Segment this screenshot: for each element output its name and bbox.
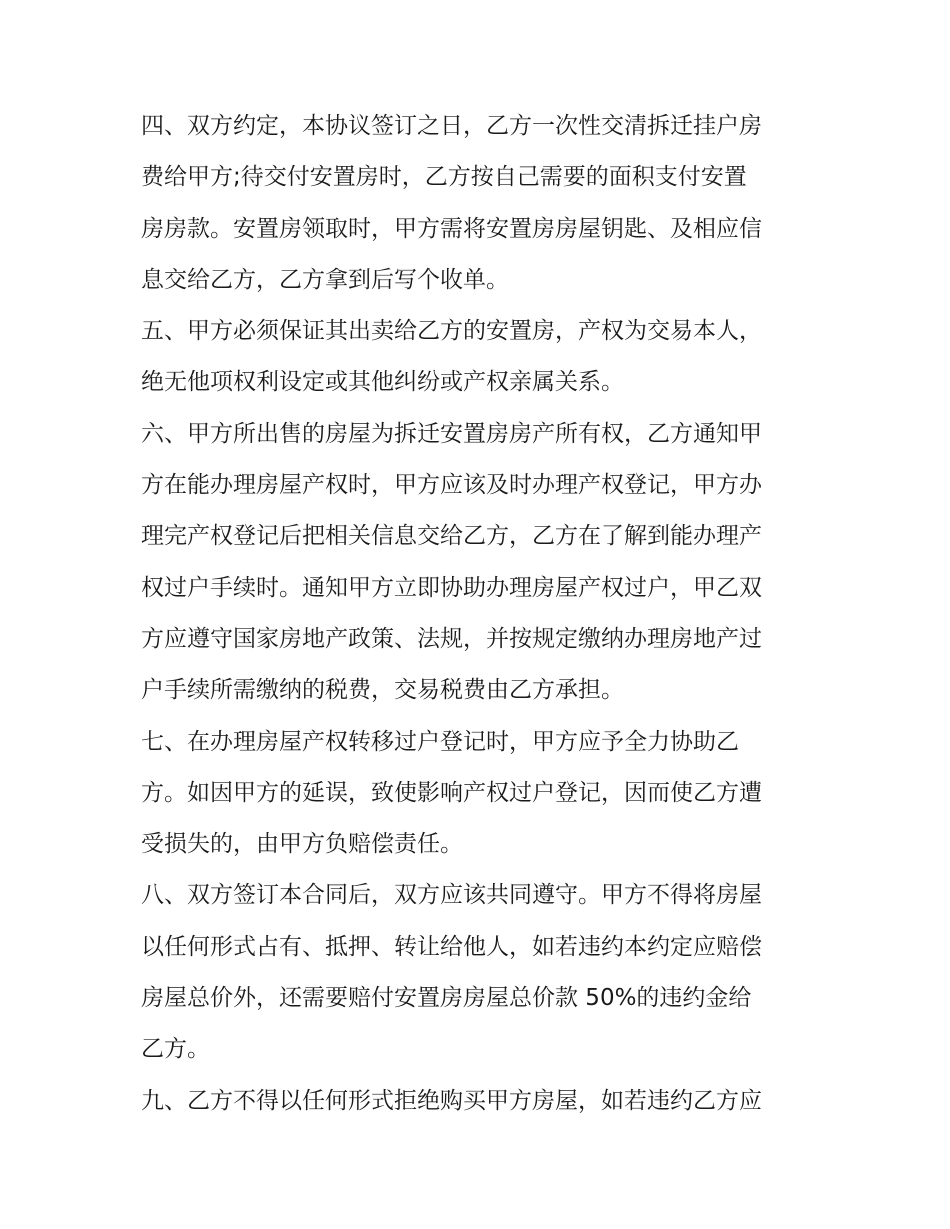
text-line: 绝无他项权利设定或其他纠纷或产权亲属关系。 — [141, 369, 624, 396]
text-line: 四、双方约定，本协议签订之日，乙方一次性交清拆迁挂户房 — [141, 113, 762, 139]
clause-5 — [141, 306, 821, 409]
text-line: 方。如因甲方的延误，致使影响产权过户登记，因而使乙方遭 — [141, 779, 762, 806]
text-line: 息交给乙方，乙方拿到后写个收单。 — [141, 266, 509, 293]
text-line: 乙方。 — [141, 1036, 210, 1063]
clause-8 — [141, 870, 821, 1075]
text-line: 房房款。安置房领取时，甲方需将安置房房屋钥匙、及相应信 — [141, 215, 762, 242]
text-line: 理完产权登记后把相关信息交给乙方，乙方在了解到能办理产 — [141, 523, 762, 550]
text-line: 费给甲方;待交付安置房时，乙方按自己需要的面积支付安置 — [141, 164, 747, 191]
clause-4 — [141, 101, 821, 306]
document-body — [141, 101, 821, 1127]
clause-9 — [141, 1076, 821, 1127]
text-line: 权过户手续时。通知甲方立即协助办理房屋产权过户，甲乙双 — [141, 574, 762, 601]
text-line: 方应遵守国家房地产政策、法规，并按规定缴纳办理房地产过 — [141, 625, 762, 652]
text-line: 方在能办理房屋产权时，甲方应该及时办理产权登记，甲方办 — [141, 472, 762, 499]
clause-6 — [141, 409, 821, 717]
text-line: 五、甲方必须保证其出卖给乙方的安置房，产权为交易本人， — [141, 318, 762, 345]
text-line: 九、乙方不得以任何形式拒绝购买甲方房屋，如若违约乙方应 — [141, 1087, 762, 1114]
text-line: 房屋总价外，还需要赔付安置房房屋总价款 50%的违约金给 — [141, 985, 752, 1012]
text-line: 受损失的，由甲方负赔偿责任。 — [141, 831, 463, 858]
text-line: 以任何形式占有、抵押、转让给他人，如若违约本约定应赔偿 — [141, 933, 762, 960]
clause-7 — [141, 717, 821, 871]
text-line: 七、在办理房屋产权转移过户登记时，甲方应予全力协助乙 — [141, 728, 739, 755]
text-line: 八、双方签订本合同后，双方应该共同遵守。甲方不得将房屋 — [141, 882, 762, 909]
text-line: 户手续所需缴纳的税费，交易税费由乙方承担。 — [141, 677, 624, 704]
text-line: 六、甲方所出售的房屋为拆迁安置房房产所有权，乙方通知甲 — [141, 420, 762, 447]
